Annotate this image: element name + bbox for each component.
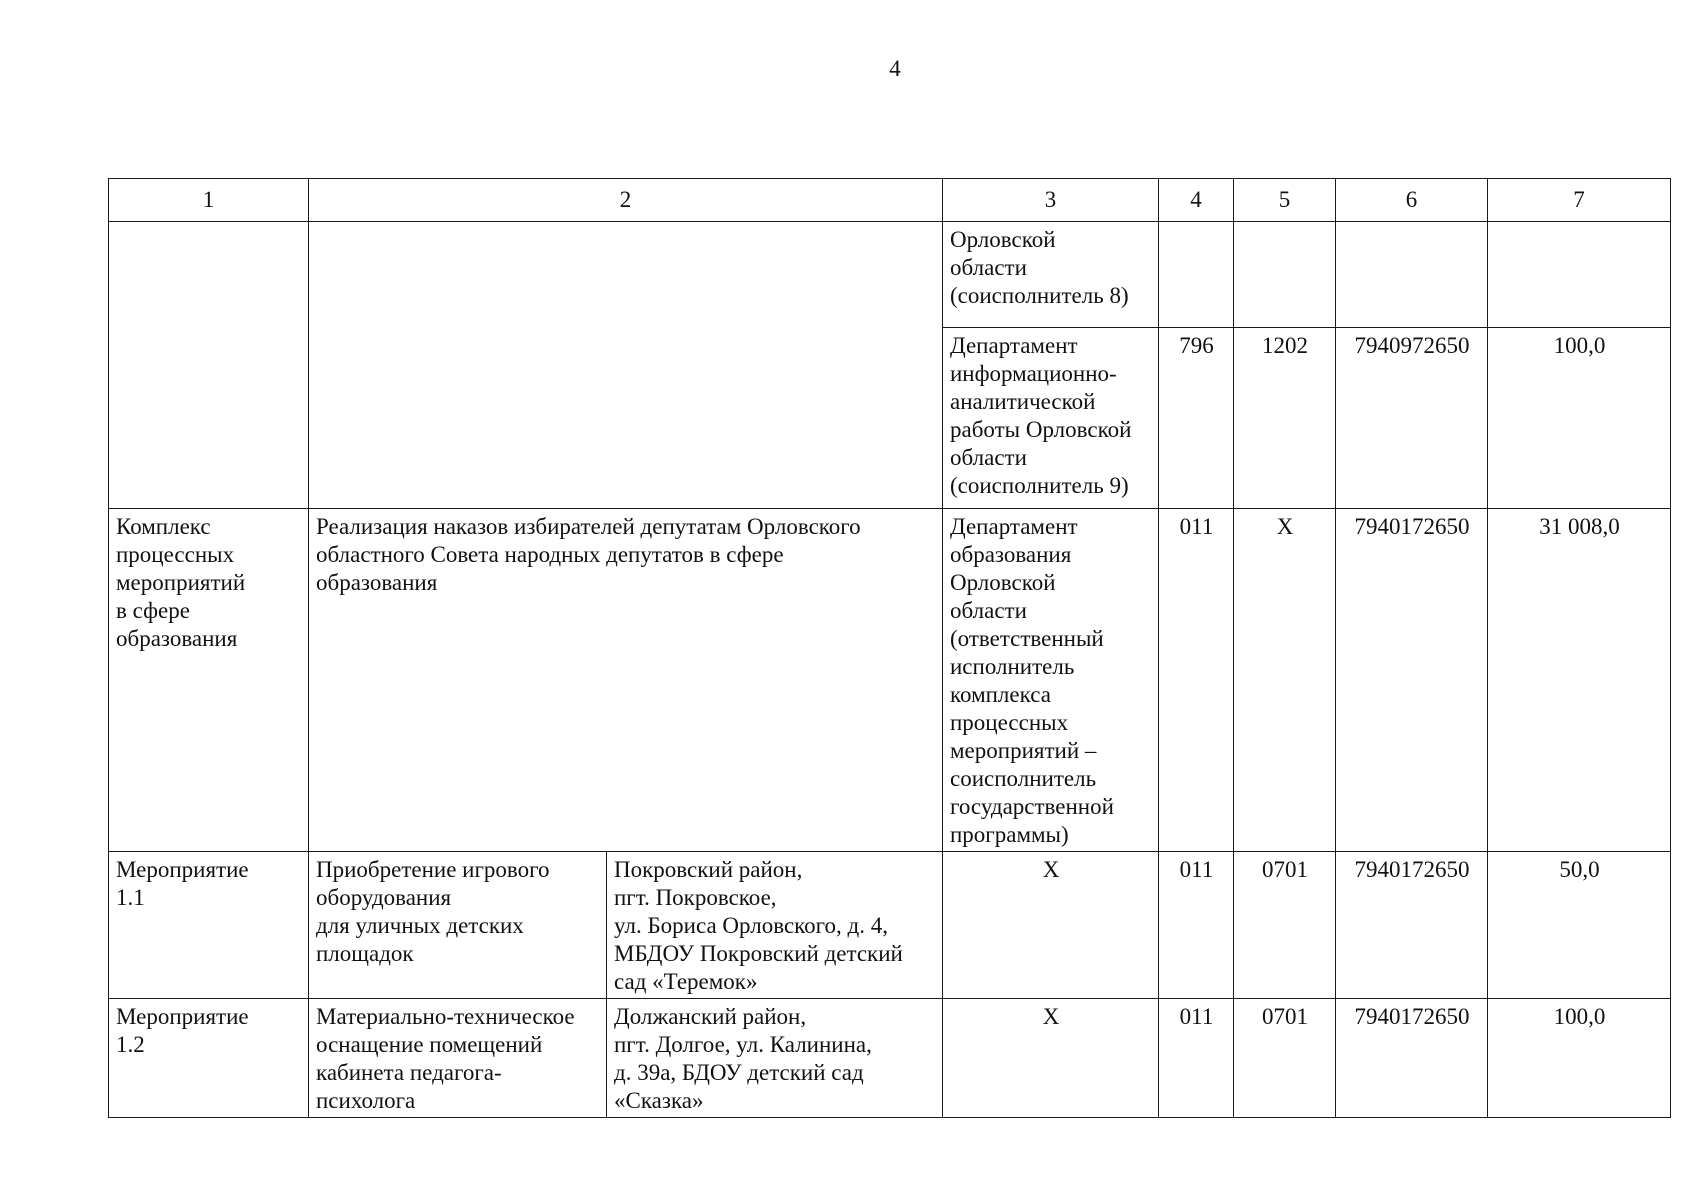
row-5-col-5: 0701 bbox=[1234, 999, 1336, 1118]
budget-table bbox=[108, 178, 1671, 1118]
row-4-col-6: 7940172650 bbox=[1336, 852, 1488, 999]
row-2-col-4: 796 bbox=[1159, 328, 1234, 509]
table-row bbox=[109, 999, 1671, 1118]
row-3-col-7: 31 008,0 bbox=[1488, 509, 1671, 852]
row-3-col-1: Комплекс процессных мероприятий в сфере образования bbox=[109, 509, 309, 852]
row-1-col-1 bbox=[109, 222, 309, 509]
row-1-col-7 bbox=[1488, 222, 1671, 328]
header-cell-3: 3 bbox=[943, 179, 1159, 222]
row-5-col-2a: Материально-техническое оснащение помещений кабинета педагога- психолога bbox=[309, 999, 607, 1118]
table-row bbox=[109, 222, 1671, 328]
row-4-col-7: 50,0 bbox=[1488, 852, 1671, 999]
row-4-col-3: Х bbox=[943, 852, 1159, 999]
row-3-col-3: Департамент образования Орловской области (ответственный исполнитель комплекса процессных мероприятий – соисполнитель государственной программы) bbox=[943, 509, 1159, 852]
header-cell-1: 1 bbox=[109, 179, 309, 222]
header-cell-7: 7 bbox=[1488, 179, 1671, 222]
row-5-col-1: Мероприятие 1.2 bbox=[109, 999, 309, 1118]
row-1-col-2 bbox=[309, 222, 943, 509]
row-2-col-3: Департамент информационно- аналитической работы Орловской области (соисполнитель 9) bbox=[943, 328, 1159, 509]
row-5-col-2b: Должанский район, пгт. Долгое, ул. Калинина, д. 39а, БДОУ детский сад «Сказка» bbox=[607, 999, 943, 1118]
row-1-col-6 bbox=[1336, 222, 1488, 328]
row-3-col-4: 011 bbox=[1159, 509, 1234, 852]
header-cell-4: 4 bbox=[1159, 179, 1234, 222]
header-cell-6: 6 bbox=[1336, 179, 1488, 222]
table-header-row bbox=[109, 179, 1671, 222]
row-2-col-5: 1202 bbox=[1234, 328, 1336, 509]
row-4-col-2a: Приобретение игрового оборудования для уличных детских площадок bbox=[309, 852, 607, 999]
row-3-col-5: Х bbox=[1234, 509, 1336, 852]
row-2-col-7: 100,0 bbox=[1488, 328, 1671, 509]
row-1-col-4 bbox=[1159, 222, 1234, 328]
header-cell-5: 5 bbox=[1234, 179, 1336, 222]
row-3-col-6: 7940172650 bbox=[1336, 509, 1488, 852]
row-1-col-5 bbox=[1234, 222, 1336, 328]
page-number: 4 bbox=[889, 56, 901, 81]
row-4-col-1: Мероприятие 1.1 bbox=[109, 852, 309, 999]
row-1-col-3: Орловской области (соисполнитель 8) bbox=[943, 222, 1159, 328]
row-4-col-2b: Покровский район, пгт. Покровское, ул. Бориса Орловского, д. 4, МБДОУ Покровский детский сад «Теремок» bbox=[607, 852, 943, 999]
row-3-col-2: Реализация наказов избирателей депутатам Орловского областного Совета народных депутатов в сфере образования bbox=[309, 509, 943, 852]
row-5-col-4: 011 bbox=[1159, 999, 1234, 1118]
table-row bbox=[109, 852, 1671, 999]
header-cell-2: 2 bbox=[309, 179, 943, 222]
row-2-col-6: 7940972650 bbox=[1336, 328, 1488, 509]
row-4-col-5: 0701 bbox=[1234, 852, 1336, 999]
row-5-col-3: Х bbox=[943, 999, 1159, 1118]
row-4-col-4: 011 bbox=[1159, 852, 1234, 999]
row-5-col-7: 100,0 bbox=[1488, 999, 1671, 1118]
row-5-col-6: 7940172650 bbox=[1336, 999, 1488, 1118]
table-row bbox=[109, 509, 1671, 852]
